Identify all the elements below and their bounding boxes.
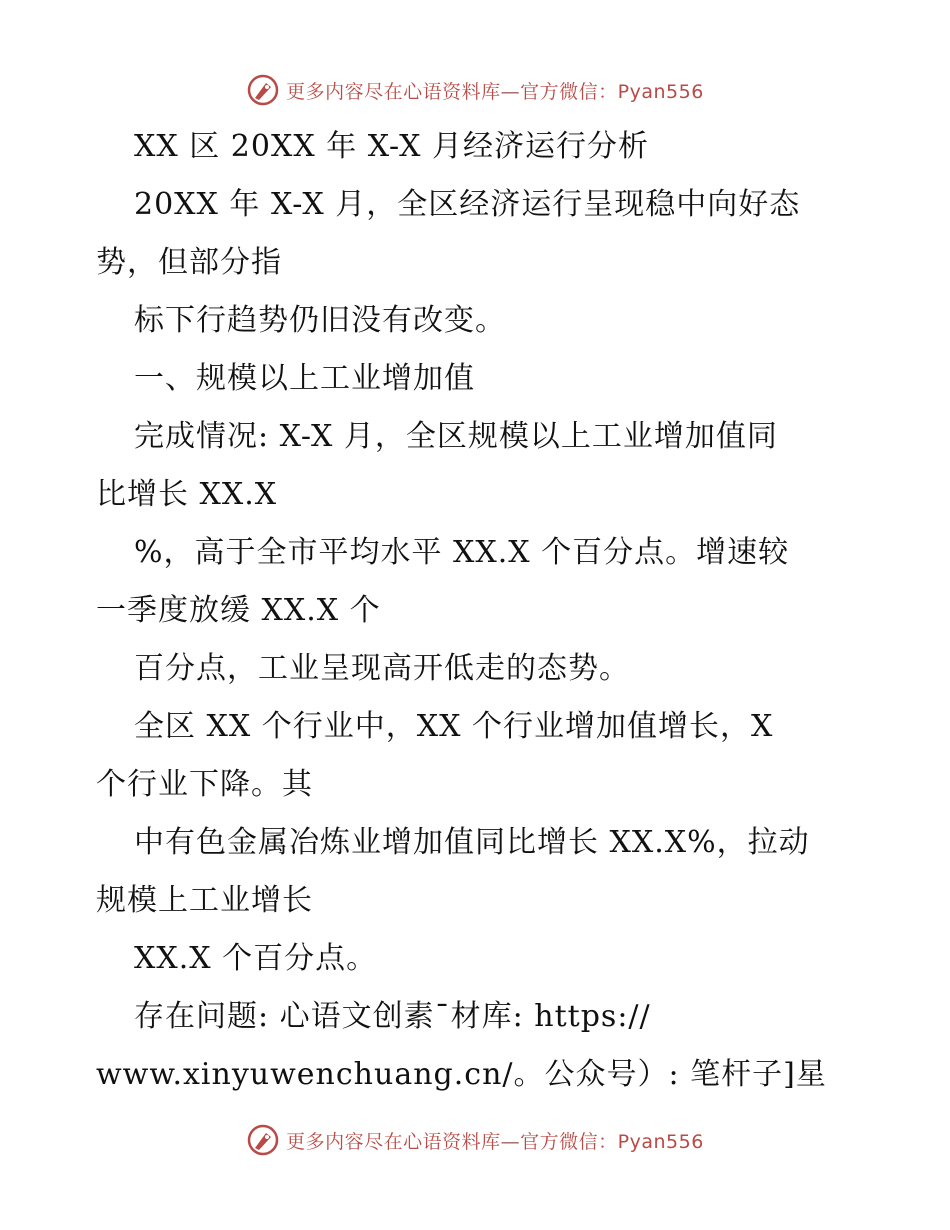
document-line: %，高于全市平均水平 XX.X 个百分点。增速较 [134, 535, 790, 570]
pen-nib-logo-icon [246, 73, 280, 107]
footer-banner-title: 更多内容尽在心语资料库 [286, 1130, 501, 1153]
document-body [96, 118, 856, 1104]
pen-nib-logo-icon [246, 1123, 280, 1157]
document-line: 规模上工业增长 [96, 883, 313, 918]
document-line: 百分点，工业呈现高开低走的态势。 [134, 651, 630, 686]
document-line: 完成情况: X-X 月，全区规模以上工业增加值同 [134, 419, 778, 454]
document-line: 中有色金属冶炼业增加值同比增长 XX.X%，拉动 [134, 825, 810, 860]
header-banner-text [286, 77, 704, 104]
document-line: 全区 XX 个行业中，XX 个行业增加值增长，X [134, 709, 774, 744]
document-line: www.xinyuwenchuang.cn/。公众号）: 笔杆子]星 [96, 1057, 827, 1092]
header-banner-contact: 官方微信：Pyan556 [520, 80, 704, 103]
document-line: 一、规模以上工业增加值 [134, 361, 475, 396]
document-line: 比增长 XX.X [96, 477, 278, 512]
document-line: 一季度放缓 XX.X 个 [96, 593, 381, 628]
document-line: 标下行趋势仍旧没有改变。 [134, 303, 506, 338]
header-banner-title: 更多内容尽在心语资料库 [286, 80, 501, 103]
document-line: 存在问题: 心语文创素¯材库: https:// [134, 999, 651, 1034]
document-line: 势，但部分指 [96, 245, 282, 280]
document-line: XX.X 个百分点。 [134, 941, 378, 976]
document-line: XX 区 20XX 年 X-X 月经济运行分析 [134, 129, 649, 164]
document-line: 个行业下降。其 [96, 767, 313, 802]
footer-banner-dash: — [500, 1130, 521, 1153]
document-line: 20XX 年 X-X 月，全区经济运行呈现稳中向好态 [134, 187, 801, 222]
footer-banner-text [286, 1127, 704, 1154]
footer-banner-contact: 官方微信：Pyan556 [520, 1130, 704, 1153]
header-banner-dash: — [500, 80, 521, 103]
header-banner [0, 70, 950, 110]
footer-banner [0, 1120, 950, 1160]
